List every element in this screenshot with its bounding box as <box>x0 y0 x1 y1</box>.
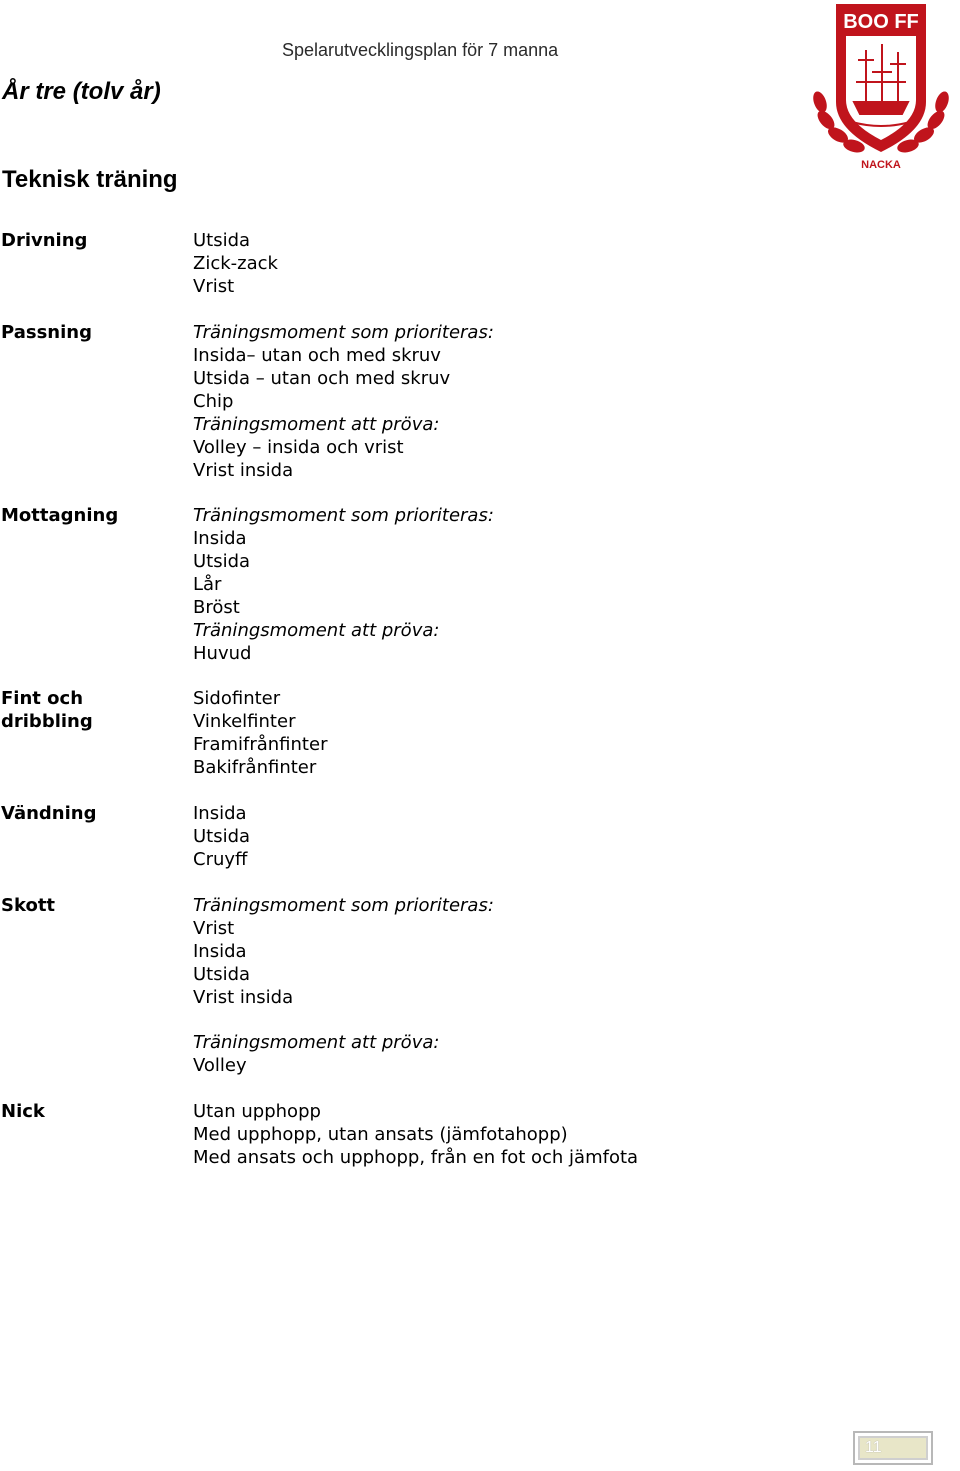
list-item: Träningsmoment att pröva: <box>193 1032 440 1053</box>
category-label: Passning <box>1 322 92 343</box>
list-item: Chip <box>193 391 234 412</box>
category-label: Mottagning <box>1 505 119 526</box>
category-label: Nick <box>1 1101 45 1122</box>
list-item: Vrist <box>193 918 235 939</box>
list-item: Bakifrånfinter <box>193 757 317 778</box>
list-item: Träningsmoment som prioriteras: <box>193 505 494 526</box>
page-number: 11 <box>853 1431 933 1465</box>
row-lines <box>193 504 494 665</box>
section-heading: Teknisk träning <box>2 166 178 193</box>
list-item: Med upphopp, utan ansats (jämfotahopp) <box>193 1124 568 1145</box>
list-item: Vrist <box>193 276 235 297</box>
list-item: Insida <box>193 528 247 549</box>
list-item: Träningsmoment att pröva: <box>193 414 440 435</box>
row-lines <box>193 321 494 482</box>
list-item: Utan upphopp <box>193 1101 321 1122</box>
row-lines <box>193 894 494 1009</box>
list-item: Träningsmoment som prioriteras: <box>193 895 494 916</box>
list-item: Lår <box>193 574 222 595</box>
document-header-title: Spelarutvecklingsplan för 7 manna <box>282 40 559 60</box>
list-item: Volley – insida och vrist <box>193 437 404 458</box>
list-item: Insida– utan och med skruv <box>193 345 441 366</box>
list-item: Utsida <box>193 551 251 572</box>
boo-ff-club-logo <box>806 2 956 172</box>
list-item: Utsida <box>193 826 251 847</box>
logo-text-top: BOO FF <box>843 11 919 33</box>
list-item: Vrist insida <box>193 987 294 1008</box>
list-item: Sidofinter <box>193 688 281 709</box>
list-item: Zick-zack <box>193 253 278 274</box>
row-lines <box>193 1031 439 1077</box>
list-item: Framifrånfinter <box>193 734 328 755</box>
category-label: Skott <box>1 895 56 916</box>
list-item: Cruyff <box>193 849 248 870</box>
list-item: Utsida – utan och med skruv <box>193 368 451 389</box>
row-lines <box>193 1100 638 1169</box>
logo-text-bottom: NACKA <box>861 159 901 171</box>
list-item: Utsida <box>193 964 251 985</box>
list-item: Vrist insida <box>193 460 294 481</box>
row-lines <box>193 802 250 871</box>
list-item: Träningsmoment som prioriteras: <box>193 322 494 343</box>
year-title: År tre (tolv år) <box>2 78 161 105</box>
list-item: Vinkelfinter <box>193 711 296 732</box>
list-item: Med ansats och upphopp, från en fot och jämfota <box>193 1147 639 1168</box>
list-item: Huvud <box>193 643 252 664</box>
row-lines <box>193 229 278 298</box>
category-label: Fint och dribbling <box>1 688 93 732</box>
list-item: Insida <box>193 941 247 962</box>
row-lines <box>193 687 327 779</box>
list-item: Volley <box>193 1055 247 1076</box>
list-item: Insida <box>193 803 247 824</box>
list-item: Utsida <box>193 230 251 251</box>
list-item: Träningsmoment att pröva: <box>193 620 440 641</box>
list-item: Bröst <box>193 597 240 618</box>
category-label: Vändning <box>1 803 97 824</box>
category-label: Drivning <box>1 230 88 251</box>
